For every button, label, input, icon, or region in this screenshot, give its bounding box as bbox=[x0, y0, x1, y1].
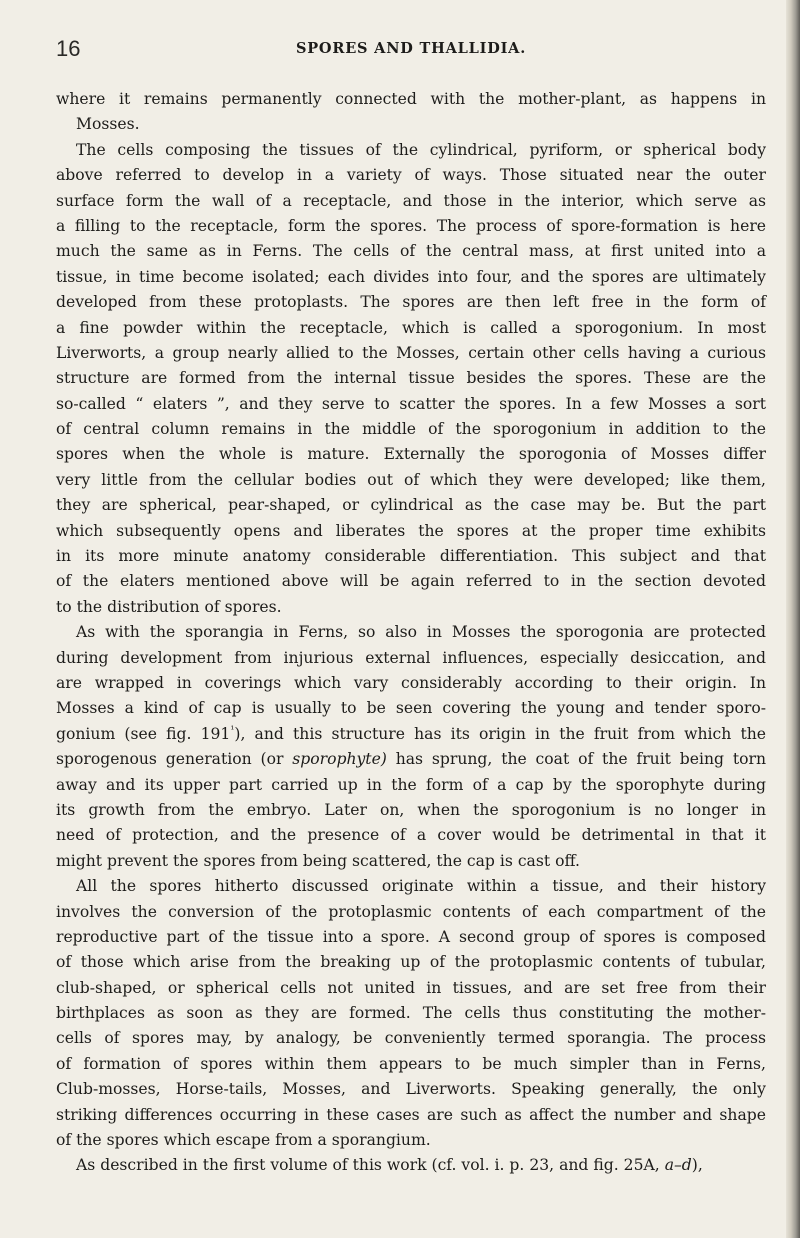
paragraph bbox=[56, 138, 766, 620]
text-line: structure are formed from the internal tissue besides the spores. These are the bbox=[56, 369, 766, 388]
text-line: where it remains permanently connected with the mother-plant, as happens in bbox=[56, 90, 766, 108]
body-text bbox=[56, 87, 766, 1179]
page-number: 16 bbox=[56, 36, 81, 61]
text-line: As with the sporangia in Ferns, so also in Mosses the sporogonia are protected bbox=[76, 623, 766, 642]
text-line: tissue, in time become isolated; each divides into four, and the spores are ultimately bbox=[56, 267, 766, 286]
text-line: of those which arise from the breaking up of the protoplasmic contents of tubular, bbox=[56, 953, 766, 972]
text-line: need of protection, and the presence of a cover would be detrimental in that it bbox=[56, 826, 766, 845]
text-line: gonium (see fig. $191^{^1}$), and this structure has its origin in the fruit from which the bbox=[56, 724, 766, 743]
text-line: involves the conversion of the protoplasmic contents of each compartment of the bbox=[56, 902, 766, 921]
text-line: sporogenous generation (or sporophyte) has sprung, the coat of the fruit being torn bbox=[56, 750, 766, 769]
text-line: very little from the cellular bodies out of which they were developed; like them, bbox=[56, 470, 766, 489]
text-line: in its more minute anatomy considerable differentiation. This subject and that bbox=[56, 547, 766, 566]
text-line: striking differences occurring in these cases are such as affect the number and shape bbox=[56, 1105, 766, 1124]
text-line: Liverworts, a group nearly allied to the Mosses, certain other cells having a curious bbox=[56, 343, 766, 362]
text-line: a filling to the receptacle, form the spores. The process of spore-formation is here bbox=[56, 216, 766, 235]
text-line: a fine powder within the receptacle, which is called a sporogonium. In most bbox=[56, 318, 766, 337]
text-line: of the elaters mentioned above will be again referred to in the section devoted bbox=[56, 572, 766, 591]
text-line: developed from these protoplasts. The spores are then left free in the form of bbox=[56, 293, 766, 312]
text-line: of central column remains in the middle of the sporogonium in addition to the bbox=[56, 420, 766, 439]
text-line: above referred to develop in a variety of ways. Those situated near the outer bbox=[56, 166, 766, 185]
text-line: reproductive part of the tissue into a spore. A second group of spores is composed bbox=[56, 927, 766, 946]
text-line: cells of spores may, by analogy, be conveniently termed sporangia. The process bbox=[56, 1029, 766, 1048]
text-line: As described in the first volume of this work (cf. vol. i. p. 23, and fig. 25A, a–d), bbox=[76, 1156, 703, 1175]
text-line: to the distribution of spores. bbox=[56, 597, 282, 616]
text-line: during development from injurious external influences, especially desiccation, and bbox=[56, 648, 766, 667]
text-line: they are spherical, pear-shaped, or cylindrical as the case may be. But the part bbox=[56, 496, 766, 515]
running-head: SPORES AND THALLIDIA. bbox=[295, 40, 527, 57]
text-line: club-shaped, or spherical cells not united in tissues, and are set free from their bbox=[56, 978, 766, 997]
text-line: spores when the whole is mature. Externally the sporogonia of Mosses differ bbox=[56, 445, 766, 464]
text-line: birthplaces as soon as they are formed. The cells thus constituting the mother- bbox=[56, 1004, 766, 1023]
paragraph bbox=[56, 620, 766, 874]
text-line: Club-mosses, Horse-tails, Mosses, and Liverworts. Speaking generally, the only bbox=[56, 1080, 766, 1099]
text-line: are wrapped in coverings which vary considerably according to their origin. In bbox=[56, 673, 766, 692]
text-line: much the same as in Ferns. The cells of the central mass, at first united into a bbox=[56, 242, 766, 261]
text-line: All the spores hitherto discussed originate within a tissue, and their history bbox=[76, 877, 766, 896]
text-line: away and its upper part carried up in the form of a cap by the sporophyte during bbox=[56, 775, 766, 794]
text-line: which subsequently opens and liberates the spores at the proper time exhibits bbox=[56, 521, 766, 540]
text-line: of formation of spores within them appears to be much simpler than in Ferns, bbox=[56, 1054, 766, 1073]
paragraph bbox=[56, 1153, 766, 1178]
text-line: Mosses a kind of cap is usually to be seen covering the young and tender sporo- bbox=[56, 699, 766, 718]
text-line: its growth from the embryo. Later on, when the sporogonium is no longer in bbox=[56, 800, 766, 819]
text-line: Mosses. bbox=[76, 115, 140, 134]
paragraph bbox=[56, 874, 766, 1153]
page-header bbox=[56, 36, 766, 66]
text-line: so-called “ elaters ”, and they serve to scatter the spores. In a few Mosses a sort bbox=[56, 394, 766, 413]
page-edge-shadow bbox=[786, 0, 800, 1238]
text-line: surface form the wall of a receptacle, and those in the interior, which serve as bbox=[56, 191, 766, 210]
text-line: might prevent the spores from being scattered, the cap is cast off. bbox=[56, 851, 580, 870]
text-line: of the spores which escape from a sporangium. bbox=[56, 1131, 431, 1150]
paragraph bbox=[56, 87, 766, 138]
text-line: The cells composing the tissues of the cylindrical, pyriform, or spherical body bbox=[76, 140, 766, 159]
